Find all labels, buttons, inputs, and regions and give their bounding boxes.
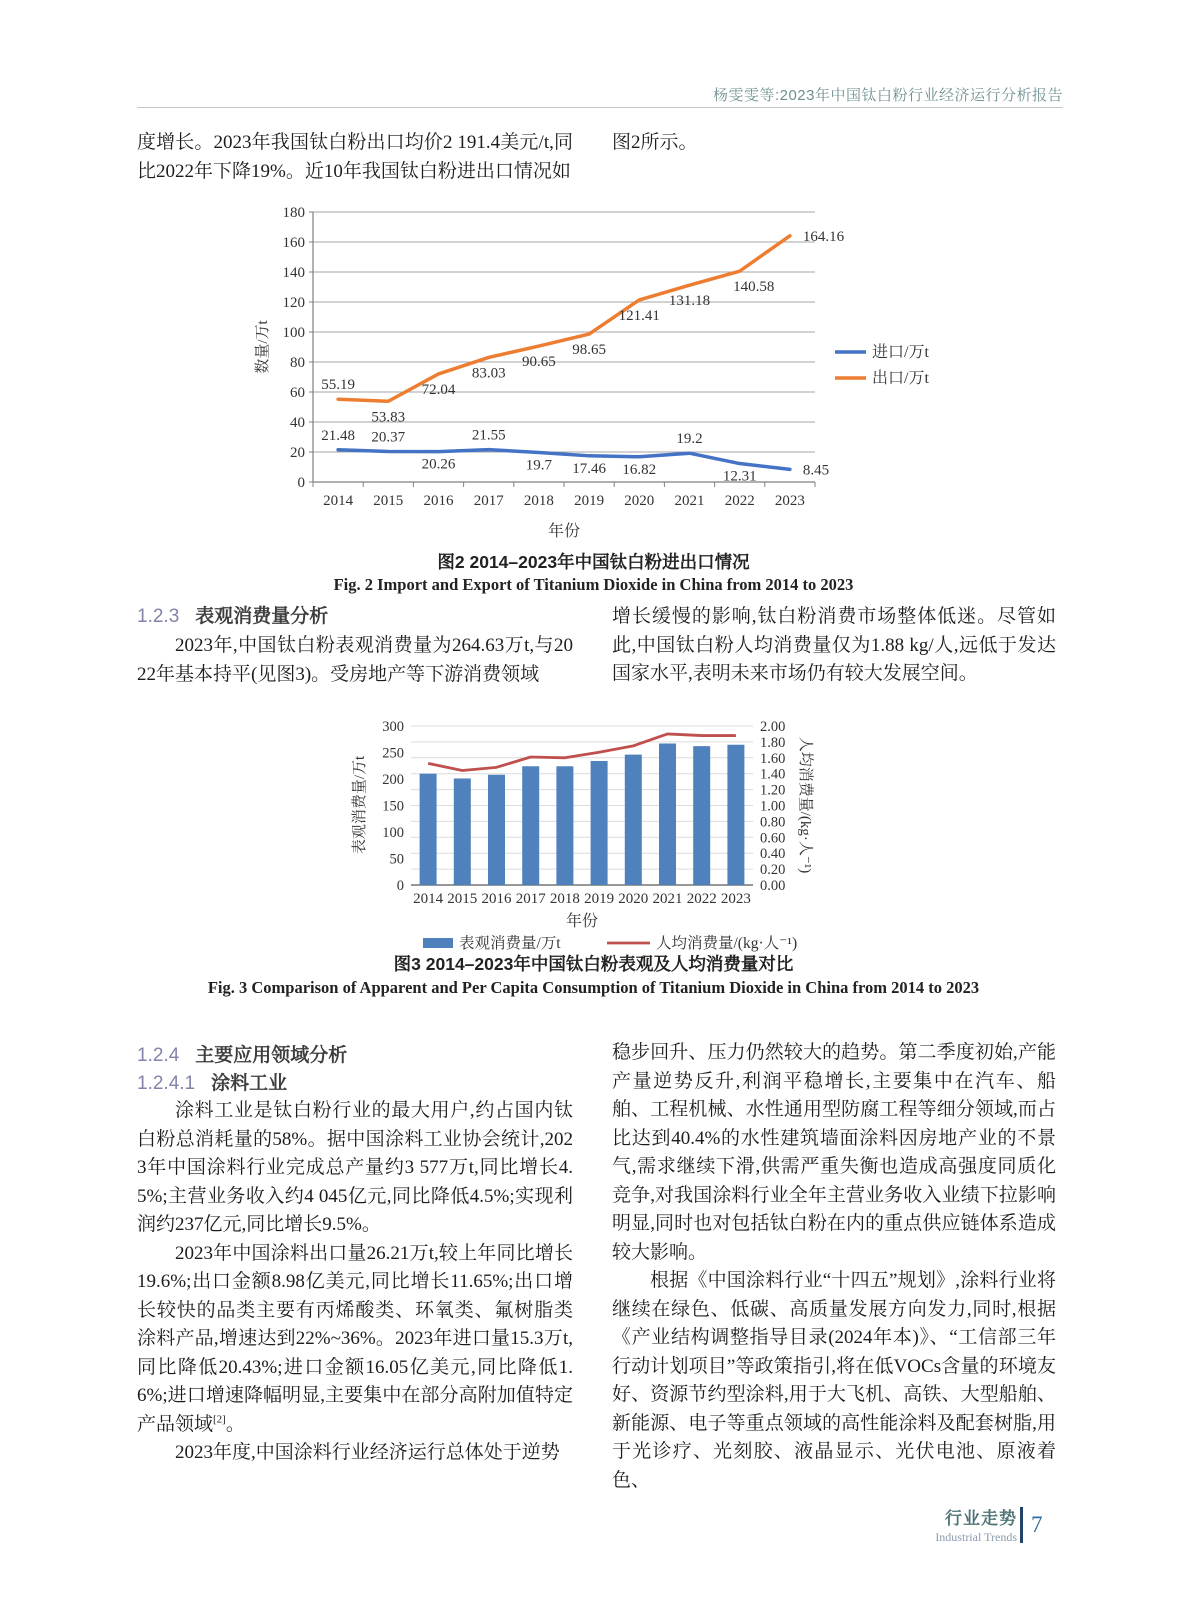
svg-text:0: 0 xyxy=(396,878,404,894)
svg-text:53.83: 53.83 xyxy=(371,409,406,426)
figure2-line-chart xyxy=(250,200,950,550)
svg-text:2016: 2016 xyxy=(423,493,454,509)
svg-text:250: 250 xyxy=(382,745,404,762)
svg-text:98.65: 98.65 xyxy=(572,342,606,359)
s124-left-para2-end: 。 xyxy=(225,1413,245,1435)
s124-left-para2-text: 2023年中国涂料出口量26.21万t,较上年同比增长19.6%;出口金额8.98亿美元,同比增长11.65%;出口增长较快的品类主要有丙烯酸类、环氧类、氟树脂类涂料产品,增速达到22%~36%。2023年进口量15.3万t,同比降低20.43%;进口金额16.05亿美元,同比降低1.6%;进口增速降幅明显,主要集中在部分高附加值特定产品领域 xyxy=(137,1242,573,1435)
svg-text:年份: 年份 xyxy=(547,523,581,540)
section-1-2-4-1-heading xyxy=(137,1068,287,1095)
svg-text:人均消费量/(kg·人⁻¹): 人均消费量/(kg·人⁻¹) xyxy=(797,736,813,874)
svg-text:150: 150 xyxy=(382,798,404,815)
section-1-2-4-1-number: 1.2.4.1 xyxy=(137,1073,196,1094)
svg-text:8.45: 8.45 xyxy=(802,462,830,479)
section-1-2-3-title: 表观消费量分析 xyxy=(195,606,329,627)
svg-text:20.26: 20.26 xyxy=(421,456,456,473)
svg-text:表观消费量/万t: 表观消费量/万t xyxy=(352,755,368,855)
svg-text:12.31: 12.31 xyxy=(722,468,757,485)
svg-text:数量/万t: 数量/万t xyxy=(255,320,271,374)
intro-right-column xyxy=(612,129,1056,158)
svg-text:164.16: 164.16 xyxy=(802,228,845,245)
s123-right-para: 增长缓慢的影响,钛白粉消费市场整体低迷。尽管如此,中国钛白粉人均消费量仅为1.88 kg/人,远低于发达国家水平,表明未来市场仍有较大发展空间。 xyxy=(612,606,1056,684)
svg-text:100: 100 xyxy=(382,825,404,841)
figure2-caption-zh: 图2 2014–2023年中国钛白粉进出口情况 xyxy=(437,552,750,572)
svg-text:50: 50 xyxy=(389,851,404,868)
footer-label-en: Industrial Trends xyxy=(935,1530,1017,1544)
svg-text:300: 300 xyxy=(382,719,404,735)
svg-text:2022: 2022 xyxy=(686,891,717,907)
figure3-caption-zh: 图3 2014–2023年中国钛白粉表观及人均消费量对比 xyxy=(393,954,794,974)
svg-text:2018: 2018 xyxy=(549,891,580,907)
svg-text:120: 120 xyxy=(282,295,305,311)
svg-text:20.37: 20.37 xyxy=(371,429,406,446)
svg-text:2023: 2023 xyxy=(774,493,805,509)
svg-text:100: 100 xyxy=(282,325,305,341)
svg-text:年份: 年份 xyxy=(565,913,599,930)
svg-text:2.00: 2.00 xyxy=(760,719,786,735)
page-footer xyxy=(857,1504,1043,1545)
svg-text:1.00: 1.00 xyxy=(760,798,786,815)
svg-text:2019: 2019 xyxy=(574,493,605,509)
svg-text:140.58: 140.58 xyxy=(733,279,775,296)
footer-labels xyxy=(857,1504,1017,1545)
figure3-combo-chart xyxy=(250,690,950,955)
svg-text:2014: 2014 xyxy=(323,493,354,509)
svg-text:0.60: 0.60 xyxy=(760,830,786,847)
section-1-2-3-number: 1.2.3 xyxy=(137,606,180,627)
s123-left-column xyxy=(137,632,573,689)
svg-text:人均消费量/(kg·人⁻¹): 人均消费量/(kg·人⁻¹) xyxy=(656,935,798,952)
intro-left-text: 度增长。2023年我国钛白粉出口均价2 191.4美元/t,同比2022年下降19%。近10年我国钛白粉进出口情况如 xyxy=(137,132,573,182)
svg-text:17.46: 17.46 xyxy=(572,460,606,477)
svg-text:2021: 2021 xyxy=(674,493,705,509)
svg-text:19.2: 19.2 xyxy=(676,431,703,448)
svg-text:2020: 2020 xyxy=(618,891,649,907)
header-rule xyxy=(137,107,1063,108)
svg-text:1.20: 1.20 xyxy=(760,782,786,799)
svg-text:2017: 2017 xyxy=(473,493,504,509)
s124-left-para3: 2023年度,中国涂料行业经济运行总体处于逆势 xyxy=(175,1442,560,1463)
svg-text:72.04: 72.04 xyxy=(421,381,456,398)
footer-label-zh: 行业走势 xyxy=(945,1509,1017,1528)
figure2-caption-en: Fig. 2 Import and Export of Titanium Dioxide in China from 2014 to 2023 xyxy=(333,575,854,594)
svg-text:80: 80 xyxy=(290,355,305,371)
svg-text:55.19: 55.19 xyxy=(321,377,355,394)
svg-text:2015: 2015 xyxy=(373,493,404,509)
svg-text:60: 60 xyxy=(290,385,305,401)
svg-text:2023: 2023 xyxy=(720,891,751,907)
footer-divider-bar xyxy=(1020,1507,1023,1543)
s123-left-para: 2023年,中国钛白粉表观消费量为264.63万t,与2022年基本持平(见图3)。受房地产等下游消费领域 xyxy=(137,635,573,685)
s124-right-para2: 根据《中国涂料行业“十四五”规划》,涂料行业将继续在绿色、低碳、高质量发展方向发力,同时,根据《产业结构调整指导目录(2024年本)》、“工信部三年行动计划项目”等政策指引,将在低VOCs含量的环境友好、资源节约型涂料,用于大飞机、高铁、大型船舶、新能源、电子等重点领域的高性能涂料及配套树脂,用于光诊疗、光刻胶、液晶显示、光伏电池、原液着色、 xyxy=(612,1270,1056,1491)
svg-text:0: 0 xyxy=(297,475,305,491)
svg-text:出口/万t: 出口/万t xyxy=(872,370,929,387)
svg-text:20: 20 xyxy=(290,445,305,461)
svg-text:1.80: 1.80 xyxy=(760,734,786,751)
figure3-caption-en: Fig. 3 Comparison of Apparent and Per Capita Consumption of Titanium Dioxide in China from 2014 to 2023 xyxy=(207,978,980,997)
svg-text:2014: 2014 xyxy=(413,891,444,907)
svg-text:40: 40 xyxy=(290,415,305,431)
svg-text:2022: 2022 xyxy=(724,493,755,509)
svg-text:表观消费量/万t: 表观消费量/万t xyxy=(459,935,561,952)
section-1-2-4-1-title: 涂料工业 xyxy=(211,1073,288,1094)
svg-text:0.00: 0.00 xyxy=(760,878,786,894)
s124-right-para1: 稳步回升、压力仍然较大的趋势。第二季度初始,产能产量逆势反升,利润平稳增长,主要集中在汽车、船舶、工程机械、水性通用型防腐工程等细分领域,而占比达到40.4%的水性建筑墙面涂料因房地产业的不景气,需求继续下滑,供需严重失衡也造成高强度同质化竞争,对我国涂料行业全年主营业务收入业绩下拉影响明显,同时也对包括钛白粉在内的重点供应链体系造成较大影响。 xyxy=(612,1042,1056,1263)
svg-text:160: 160 xyxy=(282,235,305,251)
svg-text:1.60: 1.60 xyxy=(760,750,786,767)
svg-text:180: 180 xyxy=(282,205,305,221)
s124-left-column xyxy=(137,1097,573,1468)
svg-text:140: 140 xyxy=(282,265,305,281)
svg-text:83.03: 83.03 xyxy=(471,365,506,382)
s124-left-para2 xyxy=(137,1240,573,1440)
svg-text:16.82: 16.82 xyxy=(622,461,657,478)
svg-text:19.7: 19.7 xyxy=(525,457,553,474)
section-1-2-4-number: 1.2.4 xyxy=(137,1045,180,1066)
svg-text:2019: 2019 xyxy=(584,891,615,907)
section-1-2-3-heading xyxy=(137,601,328,628)
svg-text:131.18: 131.18 xyxy=(668,293,711,310)
svg-text:90.65: 90.65 xyxy=(522,354,556,371)
running-head: 杨雯雯等:2023年中国钛白粉行业经济运行分析报告 xyxy=(712,87,1063,104)
svg-text:2016: 2016 xyxy=(481,891,512,907)
svg-text:2015: 2015 xyxy=(447,891,478,907)
svg-text:0.20: 0.20 xyxy=(760,862,786,879)
svg-text:0.80: 0.80 xyxy=(760,814,786,831)
svg-text:1.40: 1.40 xyxy=(760,766,786,783)
s124-right-column xyxy=(612,1039,1056,1495)
s123-right-column xyxy=(612,603,1056,689)
svg-text:进口/万t: 进口/万t xyxy=(872,344,929,361)
intro-right-text: 图2所示。 xyxy=(612,132,698,153)
reference-2-superscript: [2] xyxy=(213,1413,226,1426)
svg-text:0.40: 0.40 xyxy=(760,846,786,863)
svg-text:121.41: 121.41 xyxy=(618,307,660,324)
svg-text:2021: 2021 xyxy=(652,891,683,907)
svg-text:21.55: 21.55 xyxy=(471,427,506,444)
svg-text:21.48: 21.48 xyxy=(321,427,355,444)
section-1-2-4-heading xyxy=(137,1040,347,1067)
page-number: 7 xyxy=(1031,1511,1043,1537)
svg-text:2017: 2017 xyxy=(515,891,546,907)
section-1-2-4-title: 主要应用领域分析 xyxy=(195,1045,348,1066)
svg-text:2020: 2020 xyxy=(624,493,655,509)
intro-left-column xyxy=(137,129,573,186)
s124-left-para1: 涂料工业是钛白粉行业的最大用户,约占国内钛白粉总消耗量的58%。据中国涂料工业协会统计,2023年中国涂料行业完成总产量约3 577万t,同比增长4.5%;主营业务收入约4 045亿元,同比降低4.5%;实现利润约237亿元,同比增长9.5%。 xyxy=(137,1100,573,1235)
svg-text:200: 200 xyxy=(382,772,404,788)
svg-text:2018: 2018 xyxy=(523,493,554,509)
